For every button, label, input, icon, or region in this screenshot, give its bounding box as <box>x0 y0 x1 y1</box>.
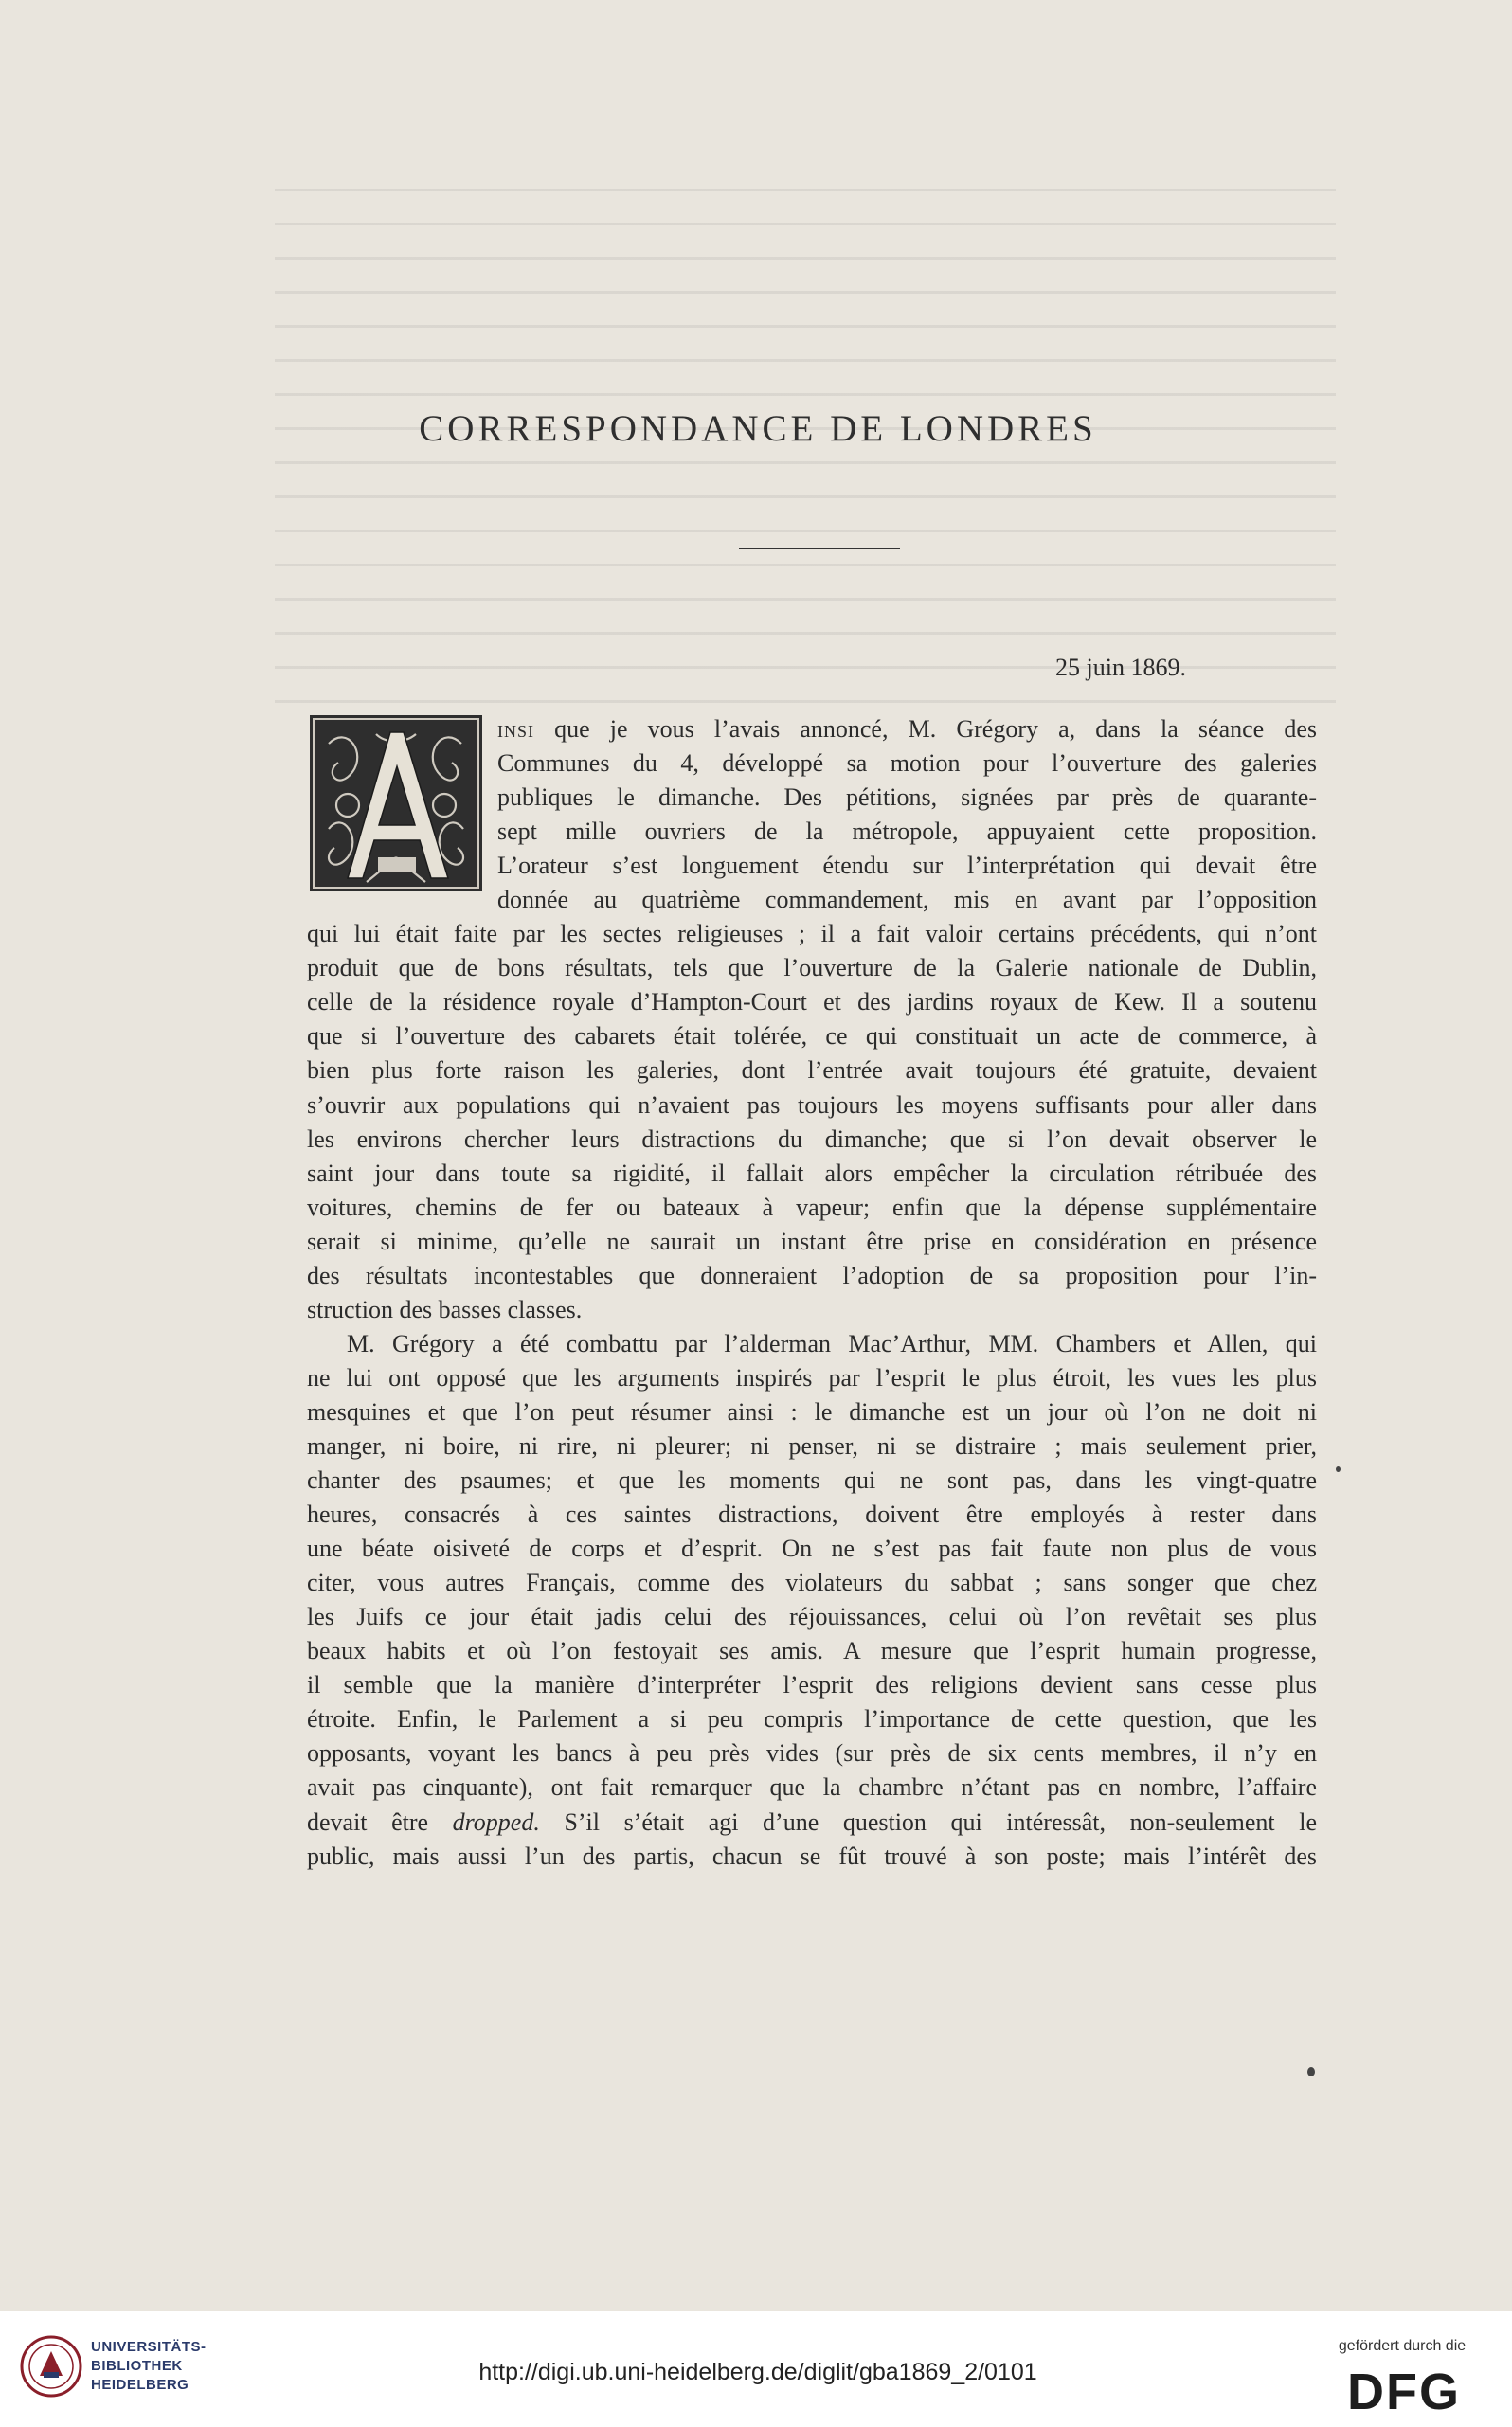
text-line <box>307 1702 1317 1736</box>
text-segment: produit que de bons résultats, tels que l’ouverture de la Galerie nationale de Dublin, <box>307 954 1317 982</box>
text-line <box>307 1840 1317 1874</box>
text-line <box>307 1327 1317 1361</box>
library-name-line: HEIDELBERG <box>91 2377 189 2393</box>
text-segment: il semble que la manière d’interpréter l’esprit des religions devient sans cesse plus <box>307 1671 1317 1699</box>
text-segment: les Juifs ce jour était jadis celui des réjouissances, celui où l’on revêtait ses plus <box>307 1603 1317 1631</box>
text-segment: donnée au quatrième commandement, mis en avant par l’opposition <box>497 886 1317 914</box>
text-segment: L’orateur s’est longuement étendu sur l’interprétation qui devait être <box>497 852 1317 880</box>
text-line <box>307 1736 1317 1771</box>
text-segment: avait pas cinquante), ont fait remarquer que la chambre n’étant pas en nombre, l’affaire <box>307 1773 1317 1802</box>
text-line <box>307 917 1317 951</box>
text-segment: public, mais aussi l’un des partis, chacun se fût trouvé à son poste; mais l’intérêt des <box>307 1842 1317 1870</box>
text-line <box>497 712 1317 746</box>
text-line <box>307 1464 1317 1498</box>
text-line <box>307 1053 1317 1088</box>
text-segment: étroite. Enfin, le Parlement a si peu compris l’importance de cette question, que les <box>307 1705 1317 1734</box>
text-segment: S’il s’était agi d’une question qui intéressât, non-seulement le <box>539 1807 1317 1836</box>
text-line <box>307 1088 1317 1123</box>
funder-caption: gefördert durch die <box>1338 2338 1467 2354</box>
text-line <box>307 1395 1317 1429</box>
text-segment: M. Grégory a été combattu par l’alderman Mac’Arthur, MM. Chambers et Allen, qui <box>347 1329 1317 1357</box>
text-line <box>307 1600 1317 1634</box>
text-segment: que je vous l’avais annoncé, M. Grégory a, dans la séance des <box>534 715 1317 743</box>
dateline: 25 juin 1869. <box>1055 654 1186 681</box>
text-line <box>497 883 1317 917</box>
text-line <box>307 1191 1317 1225</box>
text-segment: saint jour dans toute sa rigidité, il fallait alors empêcher la circulation rétribuée des <box>307 1159 1317 1187</box>
text-line <box>307 1806 1317 1840</box>
text-segment: dropped. <box>452 1807 540 1836</box>
text-line <box>307 1123 1317 1157</box>
dfg-logo: DFG <box>1347 2364 1461 2420</box>
article-body <box>307 712 1317 1874</box>
text-segment: les environs chercher leurs distractions du dimanche; que si l’on devait observer le <box>307 1124 1317 1153</box>
text-segment: des résultats incontestables que donneraient l’adoption de sa proposition pour l’in- <box>307 1261 1317 1289</box>
text-line <box>307 1361 1317 1395</box>
text-segment: mesquines et que l’on peut résumer ainsi : le dimanche est un jour où l’on ne doit ni <box>307 1397 1317 1426</box>
text-segment: celle de la résidence royale d’Hampton-Court et des jardins royaux de Kew. Il a soutenu <box>307 988 1317 1016</box>
text-segment: s’ouvrir aux populations qui n’avaient pas toujours les moyens suffisants pour aller dans <box>307 1090 1317 1119</box>
text-segment: struction des basses classes. <box>307 1295 583 1323</box>
text-line <box>307 1259 1317 1293</box>
text-segment: Communes du 4, développé sa motion pour l’ouverture des galeries <box>497 749 1317 778</box>
title-rule <box>739 548 900 549</box>
text-segment: voitures, chemins de fer ou bateaux à vapeur; enfin que la dépense supplémentaire <box>307 1193 1317 1221</box>
university-seal-icon <box>19 2334 83 2399</box>
text-line <box>307 985 1317 1019</box>
text-line <box>497 746 1317 781</box>
library-name-line: BIBLIOTHEK <box>91 2358 183 2374</box>
text-line <box>307 1225 1317 1259</box>
text-segment: publiques le dimanche. Des pétitions, signées par près de quarante- <box>497 783 1317 812</box>
text-segment: devait être <box>307 1807 453 1836</box>
text-segment: bien plus forte raison les galeries, dont l’entrée avait toujours été gratuite, devaient <box>307 1056 1317 1085</box>
library-name <box>91 2338 261 2395</box>
article-title: CORRESPONDANCE DE LONDRES <box>419 408 1097 449</box>
text-segment: beaux habits et où l’on festoyait ses amis. A mesure que l’esprit humain progresse, <box>307 1637 1317 1665</box>
text-segment: manger, ni boire, ni rire, ni pleurer; ni penser, ni se distraire ; mais seulement prier, <box>307 1431 1317 1460</box>
text-segment: opposants, voyant les bancs à peu près vides (sur près de six cents membres, il n’y en <box>307 1739 1317 1768</box>
text-segment: qui lui était faite par les sectes religieuses ; il a fait valoir certains précédents, qui n’ont <box>307 920 1317 948</box>
text-line <box>497 849 1317 883</box>
text-line <box>307 1668 1317 1702</box>
text-line <box>497 815 1317 849</box>
text-segment: chanter des psaumes; et que les moments qui ne sont pas, dans les vingt-quatre <box>307 1466 1317 1495</box>
text-segment: une béate oisiveté de corps et d’esprit. On ne s’est pas fait faute non plus de vous <box>307 1535 1317 1563</box>
text-line <box>307 1532 1317 1566</box>
text-line <box>307 1157 1317 1191</box>
permalink-url[interactable]: http://digi.ub.uni-heidelberg.de/diglit/gba1869_2/0101 <box>478 2359 1037 2385</box>
paper-speck <box>1307 2067 1315 2076</box>
text-segment: que si l’ouverture des cabarets était tolérée, ce qui constituait un acte de commerce, à <box>307 1022 1317 1051</box>
text-segment: insi <box>497 715 534 743</box>
text-line <box>307 951 1317 985</box>
text-line <box>307 1429 1317 1464</box>
paper-speck <box>1336 1466 1341 1472</box>
text-segment: citer, vous autres Français, comme des violateurs du sabbat ; sans songer que chez <box>307 1569 1317 1597</box>
text-line <box>307 1566 1317 1600</box>
library-name-line: UNIVERSITÄTS- <box>91 2339 207 2355</box>
text-segment: serait si minime, qu’elle ne saurait un instant être prise en considération en présence <box>307 1227 1317 1255</box>
text-line <box>307 1293 1317 1327</box>
text-line <box>307 1634 1317 1668</box>
text-segment: sept mille ouvriers de la métropole, appuyaient cette proposition. <box>497 818 1317 846</box>
text-line <box>307 1771 1317 1805</box>
text-line <box>307 1498 1317 1532</box>
text-line <box>307 1019 1317 1053</box>
text-segment: heures, consacrés à ces saintes distractions, doivent être employés à rester dans <box>307 1501 1317 1529</box>
text-segment: ne lui ont opposé que les arguments inspirés par l’esprit le plus étroit, les vues les plus <box>307 1363 1317 1392</box>
text-line <box>497 781 1317 815</box>
